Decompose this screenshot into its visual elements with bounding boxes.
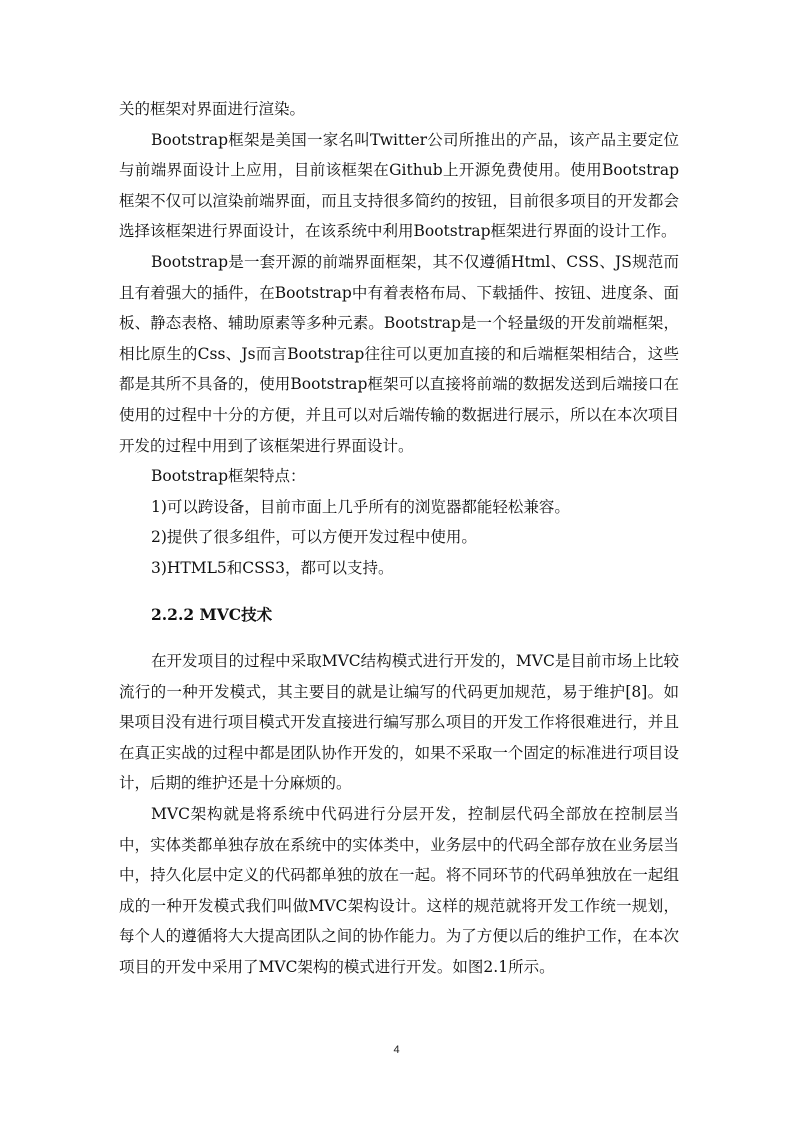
paragraph-bootstrap-intro: Bootstrap框架是美国一家名叫Twitter公司所推出的产品，该产品主要定位与前端界面设计上应用，目前该框架在Github上开源免费使用。使用Bootstrap框架不仅可以渲染前端界面，而且支持很多简约的按钮，目前很多项目的开发都会选择该框架进行界面设计，在该系统中利用Bootstrap框架进行界面的设计工作。 [119, 130, 679, 241]
paragraph-mvc-architecture: MVC架构就是将系统中代码进行分层开发，控制层代码全部放在控制层当中，实体类都单独存放在系统中的实体类中，业务层中的代码全部存放在业务层当中，持久化层中定义的代码都单独的放在一起。将不同环节的代码单独放在一起组成的一种开发模式我们叫做MVC架构设计。这样的规范就将开发工作统一规划，每个人的遵循将大大提高团队之间的协作能力。为了方便以后的维护工作，在本次项目的开发中采用了MVC架构的模式进行开发。如图2.1所示。 [119, 805, 679, 977]
paragraph-bootstrap-details: Bootstrap是一套开源的前端界面框架，其不仅遵循Html、CSS、JS规范而且有着强大的插件，在Bootstrap中有着表格布局、下载插件、按钮、进度条、面板、静态表格、辅助原素等多种元素。Bootstrap是一个轻量级的开发前端框架，相比原生的Css、Js而言Bootstrap往往可以更加直接的和后端框架相结合，这些都是其所不具备的，使用Bootstrap框架可以直接将前端的数据发送到后端接口在使用的过程中十分的方便，并且可以对后端传输的数据进行展示，所以在本次项目开发的过程中用到了该框架进行界面设计。 [119, 252, 679, 455]
page-number: 4 [393, 1044, 400, 1056]
list-item: 2)提供了很多组件，可以方便开发过程中使用。 [151, 528, 477, 547]
page-body [119, 94, 679, 983]
feature-list [119, 492, 679, 584]
list-item: 3)HTML5和CSS3，都可以支持。 [151, 558, 394, 577]
paragraph-mvc-intro: 在开发项目的过程中采取MVC结构模式进行开发的，MVC是目前市场上比较流行的一种开发模式，其主要目的就是让编写的代码更加规范，易于维护[8]。如果项目没有进行项目模式开发直接进行编写那么项目的开发工作将很难进行，并且在真正实战的过程中都是团队协作开发的，如果不采取一个固定的标准进行项目设计，后期的维护还是十分麻烦的。 [119, 652, 679, 793]
section-heading: 2.2.2 MVC技术 [151, 604, 273, 624]
list-item: 1)可以跨设备，目前市面上几乎所有的浏览器都能轻松兼容。 [151, 497, 570, 516]
paragraph-bootstrap-features-title: Bootstrap框架特点： [151, 467, 306, 486]
paragraph-continuation: 关的框架对界面进行渲染。 [119, 100, 306, 118]
